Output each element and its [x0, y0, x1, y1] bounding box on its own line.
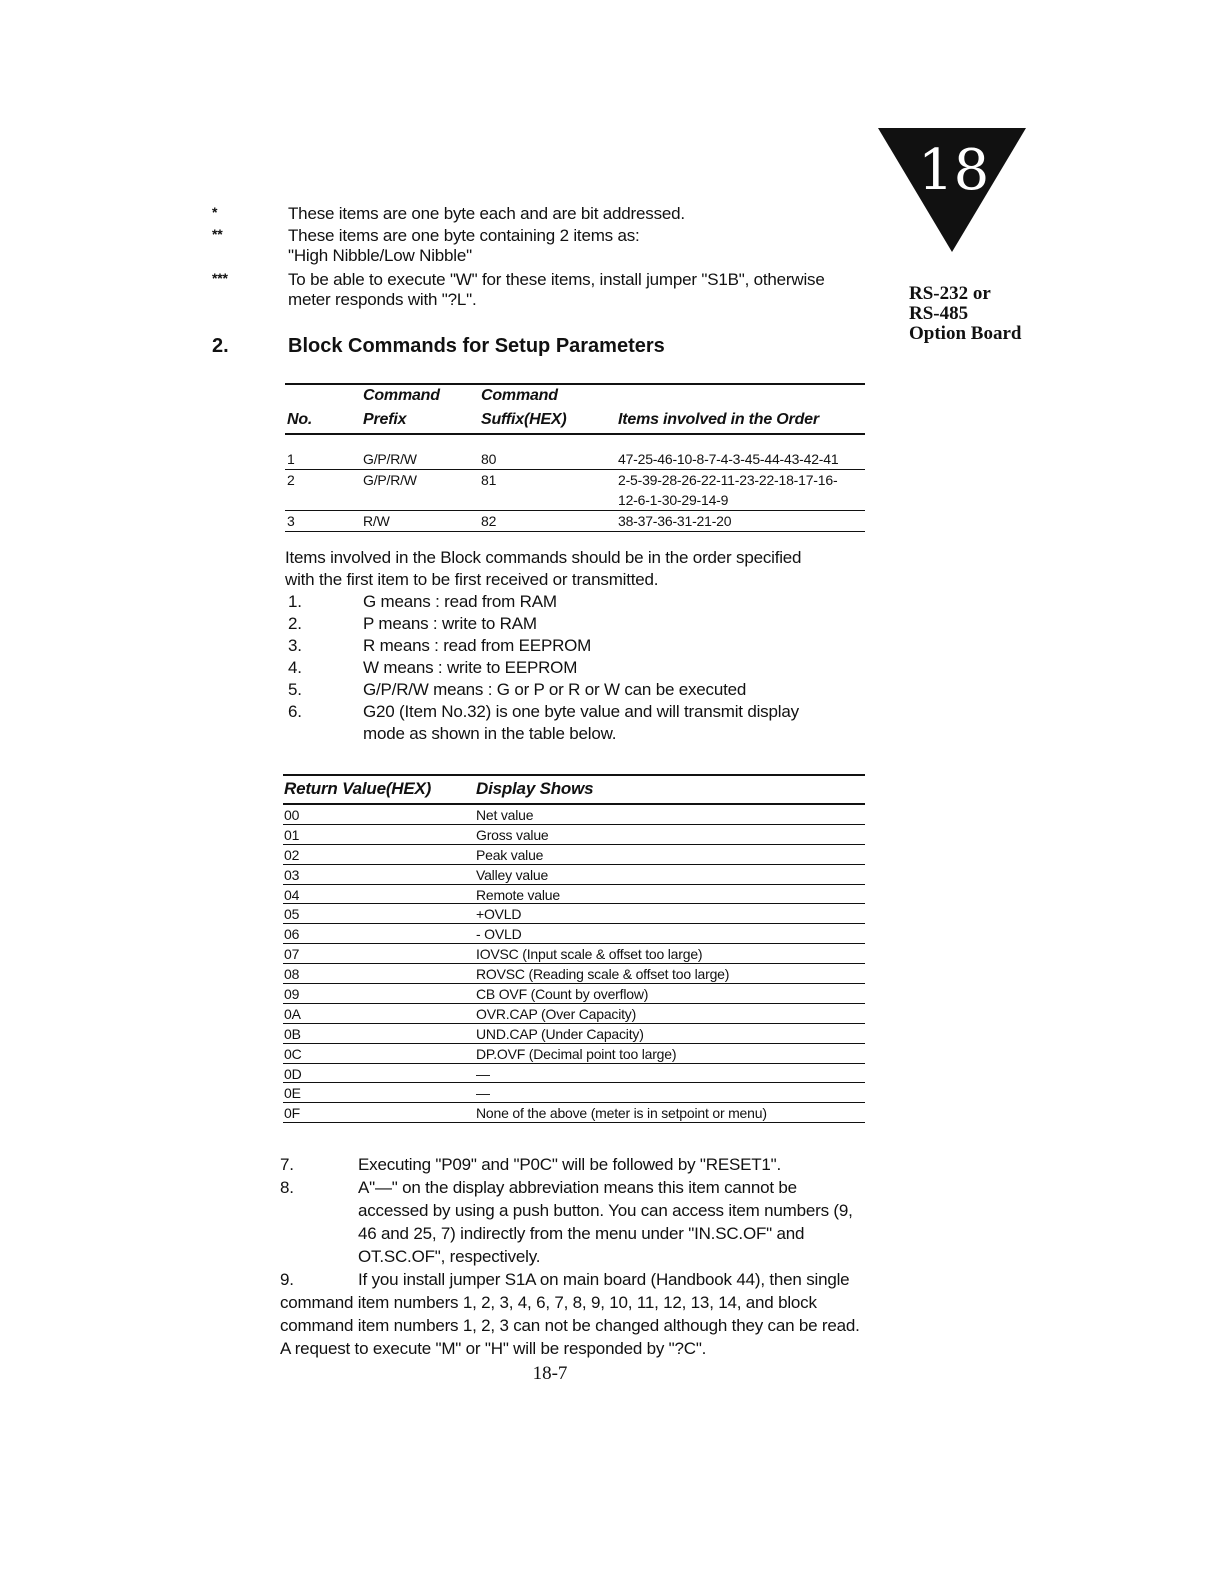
- cell-prefix: G/P/R/W: [363, 472, 417, 488]
- cell-display: —: [476, 1085, 490, 1102]
- cell-display: Gross value: [476, 826, 549, 843]
- note-number: 2.: [288, 614, 302, 633]
- header-prefix-line2: Prefix: [363, 411, 407, 428]
- cell-display: Peak value: [476, 846, 544, 863]
- cell-display: Net value: [476, 807, 534, 823]
- footnote-mark: *: [212, 204, 218, 220]
- header-suffix-line2: Suffix(HEX): [481, 411, 567, 428]
- table-row: [283, 1064, 865, 1084]
- cell-value: 0C: [284, 1045, 302, 1062]
- table-row: [283, 1103, 865, 1123]
- note-item: [285, 635, 865, 657]
- cell-value: 0E: [284, 1085, 301, 1102]
- cell-value: 07: [284, 946, 300, 963]
- table-row: [283, 1004, 865, 1024]
- return-value-table: [283, 774, 865, 1123]
- cell-display: UND.CAP (Under Capacity): [476, 1025, 644, 1042]
- page-number: 18-7: [532, 1363, 568, 1384]
- block-command-table: [285, 383, 865, 532]
- cell-value: 03: [284, 866, 300, 883]
- footnote-line: "High Nibble/Low Nibble": [288, 246, 472, 265]
- table-header: [285, 383, 865, 435]
- note-text: [358, 1176, 870, 1268]
- table-row: [283, 865, 865, 885]
- cell-items: 47-25-46-10-8-7-4-3-45-44-43-42-41: [618, 451, 839, 467]
- cell-suffix: 80: [481, 451, 497, 467]
- note-item: [280, 1153, 870, 1176]
- table-row: [283, 825, 865, 845]
- note-item: [285, 613, 865, 635]
- intro-line: with the first item to be first received or transmitted.: [285, 570, 659, 589]
- table-row: [283, 1083, 865, 1103]
- note-item: [285, 591, 865, 613]
- note-line: OT.SC.OF", respectively.: [358, 1247, 541, 1266]
- cell-display: - OVLD: [476, 926, 522, 943]
- cell-value: 05: [284, 906, 300, 923]
- note-text: Executing "P09" and "P0C" will be followed by "RESET1".: [358, 1155, 782, 1174]
- note-line: command item numbers 1, 2, 3 can not be changed although they can be read.: [280, 1316, 860, 1335]
- cell-items-line: 2-5-39-28-26-22-11-23-22-18-17-16-: [618, 472, 838, 488]
- cell-display: +OVLD: [476, 906, 522, 923]
- table-row: [283, 964, 865, 984]
- cell-no: 2: [287, 472, 295, 488]
- table-row: [283, 1024, 865, 1044]
- note-line: A request to execute "M" or "H" will be responded by "?C".: [280, 1339, 707, 1358]
- note-item: [280, 1268, 870, 1360]
- note-item: [280, 1176, 870, 1268]
- footnote-line: meter responds with "?L".: [288, 290, 477, 309]
- table-row: [283, 904, 865, 924]
- cell-value: 02: [284, 846, 300, 863]
- table-row: [283, 944, 865, 964]
- caption-line: RS-232 or: [909, 283, 991, 304]
- cell-display: —: [476, 1065, 490, 1082]
- cell-display: DP.OVF (Decimal point too large): [476, 1045, 677, 1062]
- cell-value: 0A: [284, 1005, 301, 1022]
- cell-display: Valley value: [476, 866, 549, 883]
- caption-line: Option Board: [909, 323, 1022, 344]
- note-text: W means : write to EEPROM: [363, 658, 578, 677]
- cell-suffix: 82: [481, 513, 497, 529]
- note-number: 7.: [280, 1155, 294, 1174]
- header-prefix-line1: Command: [363, 387, 440, 404]
- note-text: P means : write to RAM: [363, 614, 537, 633]
- cell-display: Remote value: [476, 886, 560, 903]
- caption-line: RS-485: [909, 303, 969, 324]
- notes-list-continued: [280, 1153, 870, 1360]
- footnote-line: To be able to execute "W" for these items, install jumper "S1B", otherwise: [288, 270, 825, 289]
- table-row: [283, 805, 865, 825]
- cell-items: [618, 470, 866, 510]
- header-no: No.: [287, 411, 313, 428]
- note-line: 46 and 25, 7) indirectly from the menu under "IN.SC.OF" and: [358, 1224, 805, 1243]
- cell-prefix: G/P/R/W: [363, 451, 417, 467]
- cell-value: 0B: [284, 1025, 301, 1042]
- footnote-mark: **: [212, 226, 223, 242]
- cell-suffix: 81: [481, 472, 497, 488]
- cell-value: 08: [284, 966, 300, 983]
- note-line: G20 (Item No.32) is one byte value and will transmit display: [363, 702, 799, 721]
- cell-display: CB OVF (Count by overflow): [476, 986, 649, 1003]
- table-row: [283, 885, 865, 905]
- note-line: mode as shown in the table below.: [363, 724, 617, 743]
- note-line: If you install jumper S1A on main board (Handbook 44), then single: [358, 1270, 850, 1289]
- chapter-caption: [909, 284, 1049, 344]
- table-row: [285, 470, 865, 511]
- section-number: 2.: [212, 335, 229, 357]
- intro-line: Items involved in the Block commands should be in the order specified: [285, 548, 802, 567]
- cell-display: ROVSC (Reading scale & offset too large): [476, 966, 730, 983]
- note-text: [363, 701, 865, 745]
- footnote-text: [288, 270, 848, 310]
- table-row: [283, 924, 865, 944]
- note-number: 1.: [288, 592, 302, 611]
- header-suffix: [481, 387, 567, 429]
- note-item: [285, 657, 865, 679]
- footnote-text: [288, 226, 848, 266]
- note-number: 6.: [288, 702, 302, 721]
- note-number: 8.: [280, 1178, 294, 1197]
- cell-display: None of the above (meter is in setpoint or menu): [476, 1105, 767, 1122]
- note-line: accessed by using a push button. You can access item numbers (9,: [358, 1201, 853, 1220]
- cell-value: 04: [284, 886, 300, 903]
- cell-value: 09: [284, 986, 300, 1003]
- cell-display: OVR.CAP (Over Capacity): [476, 1005, 637, 1022]
- header-suffix-line1: Command: [481, 387, 558, 404]
- chapter-number: 18: [918, 138, 990, 203]
- note-item: [285, 701, 865, 745]
- intro-paragraph: [285, 547, 865, 591]
- note-number: 3.: [288, 636, 302, 655]
- cell-items: 38-37-36-31-21-20: [618, 513, 732, 529]
- cell-value: 01: [284, 826, 300, 843]
- cell-value: 06: [284, 926, 300, 943]
- footnote-line: These items are one byte containing 2 items as:: [288, 226, 640, 245]
- section-title: Block Commands for Setup Parameters: [288, 335, 665, 357]
- cell-value: 0F: [284, 1105, 300, 1122]
- note-number: 5.: [288, 680, 302, 699]
- notes-list: [285, 591, 865, 745]
- table-header: [283, 774, 865, 805]
- cell-value: 00: [284, 807, 300, 823]
- note-text: R means : read from EEPROM: [363, 636, 592, 655]
- cell-items-line: 12-6-1-30-29-14-9: [618, 492, 729, 508]
- note-text: G means : read from RAM: [363, 592, 557, 611]
- note-line: A"—" on the display abbreviation means this item cannot be: [358, 1178, 797, 1197]
- header-display-shows: Display Shows: [476, 779, 594, 798]
- footnote-text: These items are one byte each and are bit addressed.: [288, 204, 685, 223]
- header-prefix: [363, 387, 440, 429]
- cell-no: 1: [287, 451, 295, 467]
- note-item: [285, 679, 865, 701]
- table-row: [285, 449, 865, 470]
- cell-display: IOVSC (Input scale & offset too large): [476, 946, 703, 963]
- table-row: [283, 845, 865, 865]
- table-row: [285, 511, 865, 532]
- cell-prefix: R/W: [363, 513, 390, 529]
- note-text: G/P/R/W means : G or P or R or W can be executed: [363, 680, 747, 699]
- header-return-value: Return Value(HEX): [284, 779, 432, 798]
- table-body: [283, 805, 865, 1123]
- cell-no: 3: [287, 513, 295, 529]
- note-line: command item numbers 1, 2, 3, 4, 6, 7, 8, 9, 10, 11, 12, 13, 14, and block: [280, 1293, 817, 1312]
- note-number: 9.: [280, 1270, 294, 1289]
- header-items: Items involved in the Order: [618, 411, 819, 428]
- cell-value: 0D: [284, 1065, 302, 1082]
- table-row: [283, 1044, 865, 1064]
- table-row: [283, 984, 865, 1004]
- footnote-mark: ***: [212, 270, 228, 286]
- note-number: 4.: [288, 658, 302, 677]
